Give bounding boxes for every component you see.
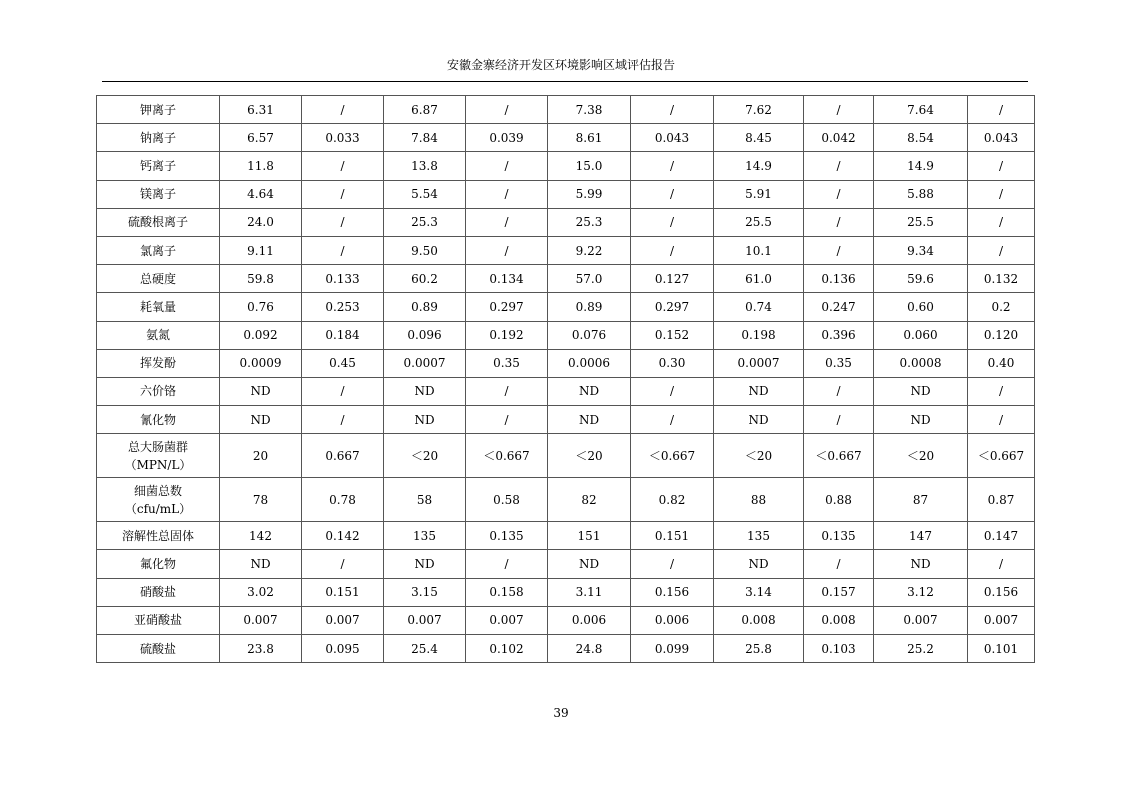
table-cell: ND xyxy=(220,377,302,405)
table-cell: 5.91 xyxy=(714,180,804,208)
table-cell: 58 xyxy=(384,478,466,522)
row-label-text: 溶解性总固体 xyxy=(121,528,194,543)
table-cell: / xyxy=(302,96,384,124)
table-cell: / xyxy=(631,377,714,405)
table-cell: 8.45 xyxy=(714,124,804,152)
table-cell: 0.120 xyxy=(968,321,1035,349)
table-cell: 82 xyxy=(548,478,631,522)
table-cell: / xyxy=(804,236,874,264)
table-cell: 0.253 xyxy=(302,293,384,321)
table-cell: 0.30 xyxy=(631,349,714,377)
table-cell: ＜0.667 xyxy=(804,434,874,478)
table-cell: 10.1 xyxy=(714,236,804,264)
table-cell: 0.133 xyxy=(302,265,384,293)
header-divider xyxy=(102,81,1028,82)
table-row xyxy=(97,377,1035,405)
table-cell: 0.136 xyxy=(804,265,874,293)
table-cell: 0.007 xyxy=(220,606,302,634)
row-label xyxy=(97,635,220,663)
table-cell: 0.297 xyxy=(631,293,714,321)
row-label xyxy=(97,152,220,180)
table-cell: / xyxy=(302,377,384,405)
table-cell: 0.247 xyxy=(804,293,874,321)
table-cell: 0.103 xyxy=(804,635,874,663)
table-cell: 0.78 xyxy=(302,478,384,522)
table-cell: 0.192 xyxy=(466,321,548,349)
table-cell: 0.0008 xyxy=(874,349,968,377)
table-cell: 0.007 xyxy=(968,606,1035,634)
table-cell: 3.15 xyxy=(384,578,466,606)
page-header-title: 安徽金寨经济开发区环境影响区域评估报告 xyxy=(446,58,675,72)
row-label-unit: （cfu/mL） xyxy=(124,501,192,516)
table-cell: 0.151 xyxy=(302,578,384,606)
table-cell: 0.151 xyxy=(631,522,714,550)
table-cell: 0.102 xyxy=(466,635,548,663)
table-cell: / xyxy=(631,96,714,124)
table-cell: / xyxy=(804,377,874,405)
table-cell: / xyxy=(804,406,874,434)
table-cell: 0.007 xyxy=(874,606,968,634)
table-cell: ND xyxy=(384,406,466,434)
page-number: 39 xyxy=(553,706,569,720)
table-cell: 0.135 xyxy=(466,522,548,550)
table-cell: 0.147 xyxy=(968,522,1035,550)
table-cell: / xyxy=(631,180,714,208)
table-cell: / xyxy=(968,208,1035,236)
table-cell: 6.31 xyxy=(220,96,302,124)
table-cell: / xyxy=(968,377,1035,405)
row-label-text: 硫酸盐 xyxy=(139,641,176,656)
row-label-text: 钾离子 xyxy=(139,102,176,117)
table-cell: 25.5 xyxy=(874,208,968,236)
table-cell: / xyxy=(466,550,548,578)
table-cell: / xyxy=(968,96,1035,124)
row-label-text: 总大肠菌群 xyxy=(127,439,188,454)
table-cell: 9.11 xyxy=(220,236,302,264)
table-cell: 59.6 xyxy=(874,265,968,293)
table-cell: 0.033 xyxy=(302,124,384,152)
table-cell: / xyxy=(968,406,1035,434)
table-cell: / xyxy=(968,236,1035,264)
table-cell: / xyxy=(466,236,548,264)
table-cell: 7.62 xyxy=(714,96,804,124)
table-cell: 7.64 xyxy=(874,96,968,124)
row-label-text: 氟化物 xyxy=(139,557,176,572)
table-cell: / xyxy=(631,152,714,180)
table-cell: 3.14 xyxy=(714,578,804,606)
table-cell: 25.8 xyxy=(714,635,804,663)
table-cell: ND xyxy=(874,406,968,434)
row-label xyxy=(97,124,220,152)
row-label xyxy=(97,478,220,522)
table-cell: 59.8 xyxy=(220,265,302,293)
table-cell: 0.076 xyxy=(548,321,631,349)
row-label-text: 细菌总数 xyxy=(133,483,182,498)
table-cell: 0.042 xyxy=(804,124,874,152)
table-cell: 135 xyxy=(714,522,804,550)
row-label xyxy=(97,180,220,208)
table-cell: 5.88 xyxy=(874,180,968,208)
table-cell: 5.99 xyxy=(548,180,631,208)
table-cell: 61.0 xyxy=(714,265,804,293)
table-row xyxy=(97,406,1035,434)
row-label xyxy=(97,349,220,377)
row-label-text: 氰化物 xyxy=(139,412,176,427)
table-cell: 3.11 xyxy=(548,578,631,606)
table-cell: 0.35 xyxy=(804,349,874,377)
row-label-text: 氯离子 xyxy=(139,243,176,258)
table-cell: 0.74 xyxy=(714,293,804,321)
table-cell: ND xyxy=(220,550,302,578)
table-cell: / xyxy=(804,208,874,236)
table-cell: 0.0009 xyxy=(220,349,302,377)
table-cell: 0.76 xyxy=(220,293,302,321)
table-cell: / xyxy=(466,152,548,180)
table-cell: / xyxy=(631,208,714,236)
row-label-text: 镁离子 xyxy=(139,187,176,202)
table-cell: 0.157 xyxy=(804,578,874,606)
table-cell: / xyxy=(466,96,548,124)
table-cell: ＜20 xyxy=(874,434,968,478)
table-row xyxy=(97,606,1035,634)
table-cell: 0.008 xyxy=(804,606,874,634)
table-cell: 14.9 xyxy=(714,152,804,180)
table-cell: 0.096 xyxy=(384,321,466,349)
table-cell: 0.297 xyxy=(466,293,548,321)
table-cell: / xyxy=(302,152,384,180)
table-cell: / xyxy=(804,550,874,578)
table-cell: 0.008 xyxy=(714,606,804,634)
table-cell: 14.9 xyxy=(874,152,968,180)
table-cell: 24.8 xyxy=(548,635,631,663)
table-row xyxy=(97,635,1035,663)
water-quality-table xyxy=(96,95,1035,663)
row-label xyxy=(97,236,220,264)
table-cell: / xyxy=(804,152,874,180)
table-cell: 8.61 xyxy=(548,124,631,152)
table-cell: 9.22 xyxy=(548,236,631,264)
table-cell: 78 xyxy=(220,478,302,522)
table-cell: 0.039 xyxy=(466,124,548,152)
table-cell: 151 xyxy=(548,522,631,550)
table-row xyxy=(97,265,1035,293)
table-cell: 0.35 xyxy=(466,349,548,377)
table-row xyxy=(97,124,1035,152)
row-label xyxy=(97,321,220,349)
row-label xyxy=(97,522,220,550)
row-label-text: 六价铬 xyxy=(139,384,176,399)
table-row xyxy=(97,321,1035,349)
table-cell: 9.34 xyxy=(874,236,968,264)
table-cell: 0.87 xyxy=(968,478,1035,522)
table-cell: / xyxy=(968,550,1035,578)
table-cell: 0.156 xyxy=(631,578,714,606)
table-cell: / xyxy=(302,180,384,208)
table-cell: 4.64 xyxy=(220,180,302,208)
table-cell: 0.184 xyxy=(302,321,384,349)
row-label xyxy=(97,578,220,606)
table-cell: 24.0 xyxy=(220,208,302,236)
table-row xyxy=(97,349,1035,377)
table-cell: 0.198 xyxy=(714,321,804,349)
row-label-text: 硝酸盐 xyxy=(139,585,176,600)
table-cell: 8.54 xyxy=(874,124,968,152)
table-cell: ＜20 xyxy=(384,434,466,478)
table-cell: 0.099 xyxy=(631,635,714,663)
row-label-text: 氨氮 xyxy=(145,328,170,343)
row-label-text: 钙离子 xyxy=(139,158,176,173)
table-cell: 0.0007 xyxy=(714,349,804,377)
table-row xyxy=(97,96,1035,124)
table-cell: 25.3 xyxy=(548,208,631,236)
table-cell: ND xyxy=(548,377,631,405)
row-label xyxy=(97,208,220,236)
table-cell: / xyxy=(631,406,714,434)
table-cell: ND xyxy=(874,377,968,405)
table-cell: 0.0007 xyxy=(384,349,466,377)
table-cell: 7.84 xyxy=(384,124,466,152)
table-cell: 142 xyxy=(220,522,302,550)
table-cell: ND xyxy=(714,377,804,405)
table-row xyxy=(97,208,1035,236)
table-cell: 3.02 xyxy=(220,578,302,606)
table-row xyxy=(97,478,1035,522)
table-cell: 0.82 xyxy=(631,478,714,522)
table-cell: ＜20 xyxy=(548,434,631,478)
table-row xyxy=(97,152,1035,180)
table-cell: 0.88 xyxy=(804,478,874,522)
table-cell: / xyxy=(804,180,874,208)
row-label-text: 亚硝酸盐 xyxy=(133,613,182,628)
table-cell: / xyxy=(968,152,1035,180)
table-cell: 0.132 xyxy=(968,265,1035,293)
table-cell: / xyxy=(302,406,384,434)
table-cell: 0.135 xyxy=(804,522,874,550)
table-cell: / xyxy=(631,236,714,264)
table-row xyxy=(97,522,1035,550)
table-cell: 0.156 xyxy=(968,578,1035,606)
table-cell: 25.5 xyxy=(714,208,804,236)
row-label xyxy=(97,293,220,321)
table-cell: 0.007 xyxy=(384,606,466,634)
table-cell: 0.007 xyxy=(302,606,384,634)
row-label-unit: （MPN/L） xyxy=(124,457,192,472)
table-cell: 20 xyxy=(220,434,302,478)
row-label-text: 耗氧量 xyxy=(139,299,176,314)
table-cell: 0.396 xyxy=(804,321,874,349)
row-label-text: 挥发酚 xyxy=(139,356,176,371)
table-cell: 0.667 xyxy=(302,434,384,478)
table-cell: 88 xyxy=(714,478,804,522)
table-cell: 9.50 xyxy=(384,236,466,264)
table-row xyxy=(97,434,1035,478)
row-label xyxy=(97,606,220,634)
table-cell: 6.57 xyxy=(220,124,302,152)
table-cell: 5.54 xyxy=(384,180,466,208)
table-cell: ND xyxy=(714,550,804,578)
table-cell: ＜0.667 xyxy=(968,434,1035,478)
table-cell: 0.2 xyxy=(968,293,1035,321)
table-cell: ND xyxy=(220,406,302,434)
table-cell: ＜20 xyxy=(714,434,804,478)
table-cell: 0.134 xyxy=(466,265,548,293)
table-cell: 0.006 xyxy=(631,606,714,634)
table-cell: 25.4 xyxy=(384,635,466,663)
table-cell: 0.060 xyxy=(874,321,968,349)
row-label xyxy=(97,434,220,478)
table-cell: 6.87 xyxy=(384,96,466,124)
table-cell: 0.006 xyxy=(548,606,631,634)
row-label xyxy=(97,96,220,124)
table-row xyxy=(97,550,1035,578)
table-cell: 0.007 xyxy=(466,606,548,634)
table-cell: ND xyxy=(714,406,804,434)
table-cell: 0.58 xyxy=(466,478,548,522)
table-cell: 147 xyxy=(874,522,968,550)
table-cell: ＜0.667 xyxy=(631,434,714,478)
table-cell: ND xyxy=(384,377,466,405)
table-cell: ND xyxy=(384,550,466,578)
table-cell: 0.40 xyxy=(968,349,1035,377)
table-cell: 0.89 xyxy=(384,293,466,321)
table-row xyxy=(97,236,1035,264)
table-cell: 0.043 xyxy=(631,124,714,152)
row-label xyxy=(97,265,220,293)
table-cell: ＜0.667 xyxy=(466,434,548,478)
table-cell: / xyxy=(466,377,548,405)
table-cell: 135 xyxy=(384,522,466,550)
table-cell: 25.3 xyxy=(384,208,466,236)
table-cell: 0.60 xyxy=(874,293,968,321)
table-body xyxy=(97,96,1035,663)
table-cell: / xyxy=(968,180,1035,208)
row-label-text: 钠离子 xyxy=(139,130,176,145)
table-cell: 0.095 xyxy=(302,635,384,663)
table-cell: 23.8 xyxy=(220,635,302,663)
row-label xyxy=(97,550,220,578)
row-label xyxy=(97,406,220,434)
table-cell: 7.38 xyxy=(548,96,631,124)
table-cell: / xyxy=(466,180,548,208)
table-cell: 0.158 xyxy=(466,578,548,606)
table-cell: 15.0 xyxy=(548,152,631,180)
table-cell: / xyxy=(466,406,548,434)
table-cell: 0.142 xyxy=(302,522,384,550)
table-cell: 0.0006 xyxy=(548,349,631,377)
table-cell: 87 xyxy=(874,478,968,522)
table-cell: 11.8 xyxy=(220,152,302,180)
table-row xyxy=(97,578,1035,606)
table-cell: 60.2 xyxy=(384,265,466,293)
table-cell: / xyxy=(302,236,384,264)
table-cell: 57.0 xyxy=(548,265,631,293)
table-cell: 0.101 xyxy=(968,635,1035,663)
table-cell: 0.127 xyxy=(631,265,714,293)
table-cell: / xyxy=(302,550,384,578)
table-cell: / xyxy=(302,208,384,236)
table-row xyxy=(97,180,1035,208)
table-cell: 25.2 xyxy=(874,635,968,663)
row-label-text: 硫酸根离子 xyxy=(127,215,188,230)
table-cell: 0.89 xyxy=(548,293,631,321)
table-cell: 13.8 xyxy=(384,152,466,180)
table-cell: ND xyxy=(548,406,631,434)
table-cell: / xyxy=(804,96,874,124)
table-cell: 0.45 xyxy=(302,349,384,377)
table-cell: ND xyxy=(548,550,631,578)
table-cell: 0.152 xyxy=(631,321,714,349)
table-cell: / xyxy=(466,208,548,236)
table-cell: 3.12 xyxy=(874,578,968,606)
table-cell: / xyxy=(631,550,714,578)
row-label-text: 总硬度 xyxy=(139,271,176,286)
table-cell: ND xyxy=(874,550,968,578)
row-label xyxy=(97,377,220,405)
table-cell: 0.043 xyxy=(968,124,1035,152)
table-cell: 0.092 xyxy=(220,321,302,349)
table-row xyxy=(97,293,1035,321)
